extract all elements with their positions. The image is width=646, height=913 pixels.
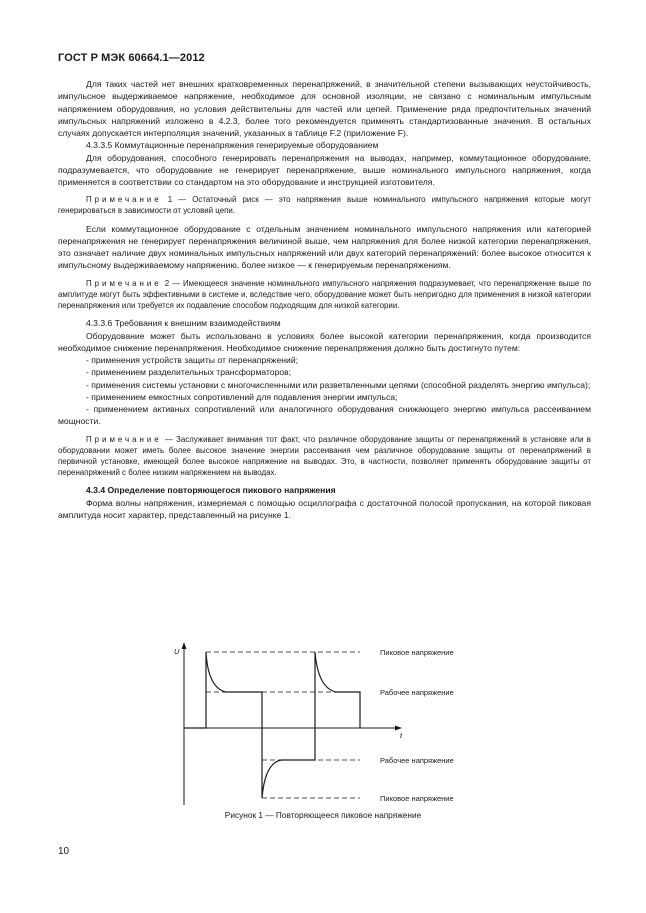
t-axis-arrow [395,726,402,731]
note-label: Примечание [86,434,162,444]
paragraph: Форма волны напряжения, измеряемая с помощью осциллографа с достаточной полосой пропускания, на которой пиковая амплитуда носит характер, представленный на рисунке 1. [58,497,591,520]
section-heading-4-3-3-6: 4.3.3.6 Требования к внешним взаимодействиям [86,318,281,329]
note-text: 1 — Остаточный риск — это напряжения выше номинального импульсного напряжения которые могут генерироваться в зависимости от условий цепи. [58,195,591,216]
list-item: - применения системы установки с многочисленными или разветвленными цепями (способной разделять энергию импульса); [86,379,591,390]
list-item: - применением активных сопротивлений или аналогичного оборудования снижающего энергию импульса рассеиванием мощности. [58,404,591,427]
note-label: Примечание [86,278,162,288]
list-item: - применения устройств защиты от перенапряжений; [86,355,299,366]
label-work-bottom: Рабочее напряжение [380,756,454,765]
label-peak-bottom: Пиковое напряжение [380,794,454,803]
figure-caption: Рисунок 1 — Повторяющееся пиковое напряжение [224,810,422,820]
figure-1 [170,640,490,810]
note-text: — Заслуживает внимания тот факт, что различное оборудование защиты от перенапряжений в установке или в оборудовании может иметь более высокое значение энергии рассеивания чем различное оборудование защиты от перенапряжений в первичной установке, имеющей более высокое напряжение на выводах. Это, в частности, позволяет применять оборудование защиты от перенапряжений с более низким напряжением на выводах. [58,434,591,478]
paragraph: Для оборудования, способного генерировать перенапряжения на выводах, например, коммутационное оборудование, подразумевается, что оборудование не генерирует перенапряжение, выше номинального импульсного напряжения, когда применяется в соответствии со стандартом на это оборудование и инструкцией изготовителя. [58,152,591,187]
waveform-diagram [170,640,490,810]
u-axis-arrow [182,642,187,649]
note-label: Примечание [86,195,162,205]
section-heading-4-3-3-5: 4.3.3.5 Коммутационные перенапряжения генерируемые оборудованием [86,140,379,151]
document-body [58,78,591,521]
paragraph: Для таких частей нет внешних кратковременных перенапряжений, в значительной степени вызывающих неустойчивость, импульсное выдерживаемое напряжение, необходимое для основной изоляции, не связано с номинальным импульсным напряжением оборудования, но условия действительны для частей или цепей. Применение ряда предпочтительных значений импульсных напряжений изложено в 4.2.3, более того рекомендуется применять стандартизованные значения. В остальных случаях допускается интерполяция значений, указанных в таблице F.2 (приложение F). [58,79,591,138]
waveform [184,652,360,798]
u-axis-label: U [174,647,180,656]
paragraph: Оборудование может быть использовано в условиях более высокой категории перенапряжения, когда производится необходимое снижение перенапряжения. Необходимое снижение перенапряжения должно быть достигнуто путем: [58,330,591,353]
list-item: - применением емкостных сопротивлений для подавления энергии импульса; [86,391,398,402]
paragraph: Если коммутационное оборудование с отдельным значением номинального импульсного напряжения или категорией перенапряжения не генерирует перенапряжения величиной выше, чем напряжения для более низкой категории перенапряжения, это означает наличие двух номинальных импульсных напряжений или двух категорий перенапряжений: более высокое относится к импульсному выдерживаемому напряжению, более низкое — к генерируемым перенапряжениям. [58,223,591,271]
list-item: - применением разделительных трансформаторов; [86,367,292,378]
section-heading-4-3-4: 4.3.4 Определение повторяющегося пикового напряжения [86,485,336,496]
note-3 [58,434,591,479]
t-axis-label: t [400,731,403,740]
page-number: 10 [58,846,70,857]
note-2 [58,278,591,312]
note-text: 2 — Имеющееся значение номинального импульсного напряжения подразумевает, что перенапряжение выше по амплитуде могут быть эффективными в системе и, вследствие чего, оборудование может быть непригодно для применения в низкой категории перенапряжения или требуется их подавление способом подходящим для низкой категории. [58,278,592,311]
label-peak-top: Пиковое напряжение [380,648,454,657]
label-work-top: Рабочее напряжение [380,688,454,697]
document-header: ГОСТ Р МЭК 60664.1—2012 [58,52,205,64]
note-1 [58,194,591,216]
